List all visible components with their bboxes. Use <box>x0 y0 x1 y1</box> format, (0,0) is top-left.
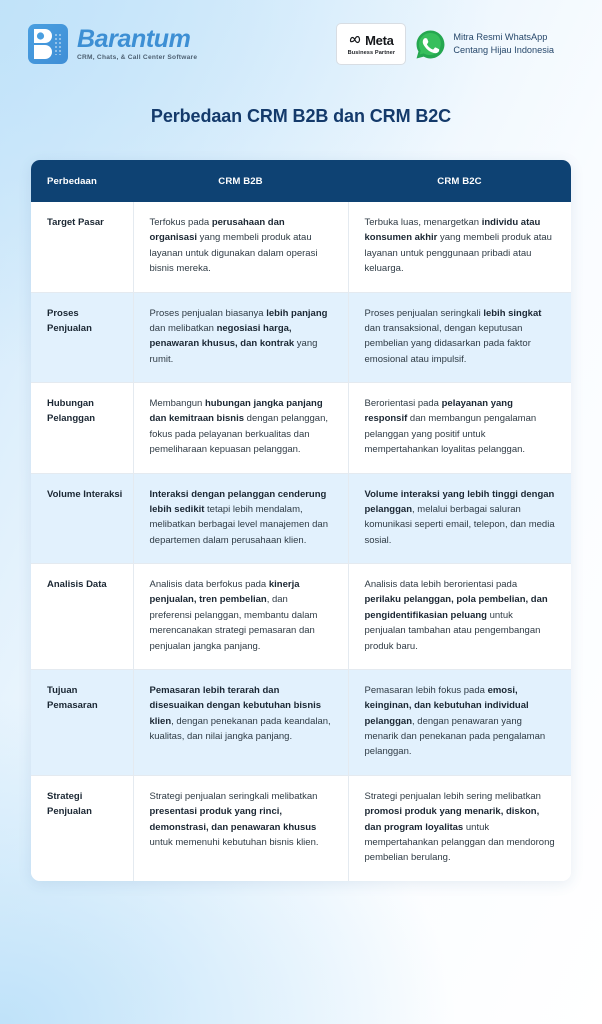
table-row <box>31 383 571 474</box>
comparison-table-container <box>31 160 571 881</box>
page-header <box>0 0 602 88</box>
brand-name: Barantum <box>77 24 191 53</box>
barantum-b-logo-icon <box>28 24 68 64</box>
cell-crm-b2b: Interaksi dengan pelanggan cenderung lebih sedikit tetapi lebih mendalam, melibatkan berbagai level manajemen dan departemen dalam perusahaan klien. <box>133 473 348 564</box>
row-label: Tujuan Pemasaran <box>31 669 133 775</box>
comparison-table <box>31 160 571 881</box>
meta-infinity-icon <box>349 36 362 45</box>
whatsapp-partner-text <box>453 31 554 56</box>
meta-sublabel: Business Partner <box>347 49 396 56</box>
cell-crm-b2b: Terfokus pada perusahaan dan organisasi yang membeli produk atau layanan untuk digunakan dalam operasi bisnis mereka. <box>133 202 348 292</box>
table-row <box>31 202 571 292</box>
cell-crm-b2c: Berorientasi pada pelayanan yang responsif dan membangun pengalaman pelanggan yang positif untuk mempertahankan loyalitas pelanggan. <box>348 383 571 474</box>
cell-crm-b2c: Strategi penjualan lebih sering melibatkan promosi produk yang menarik, diskon, dan program loyalitas untuk mempertahankan pelanggan dan mendorong pembelian berulang. <box>348 775 571 880</box>
row-label: Target Pasar <box>47 217 104 228</box>
column-header-crm-b2b: CRM B2B <box>133 160 348 202</box>
cell-crm-b2b: Strategi penjualan seringkali melibatkan presentasi produk yang rinci, demonstrasi, dan penawaran khusus untuk memenuhi kebutuhan bisnis klien. <box>133 775 348 880</box>
row-label: Volume Interaksi <box>31 473 133 564</box>
page-title: Perbedaan CRM B2B dan CRM B2C <box>150 106 452 126</box>
column-header-perbedaan: Perbedaan <box>31 160 133 202</box>
row-label: Analisis Data <box>31 564 133 670</box>
brand-logo <box>28 24 197 64</box>
whatsapp-partner-line2: Centang Hijau Indonesia <box>453 45 554 55</box>
whatsapp-partner-badge <box>415 29 554 60</box>
row-label: Strategi Penjualan <box>31 775 133 880</box>
table-row <box>31 775 571 880</box>
cell-crm-b2b: Analisis data berfokus pada kinerja penjualan, tren pembelian, dan preferensi pelanggan, membantu dalam merencanakan strategi pemasaran dan penjualan jangka panjang. <box>133 564 348 670</box>
row-label: Hubungan Pelanggan <box>31 383 133 474</box>
table-head <box>31 160 571 202</box>
table-row <box>31 669 571 775</box>
cell-crm-b2b: Membangun hubungan jangka panjang dan kemitraan bisnis dengan pelanggan, fokus pada pelayanan berkualitas dan pemeliharaan kepuasan pelanggan. <box>133 383 348 474</box>
whatsapp-icon <box>415 29 446 60</box>
cell-crm-b2c: Proses penjualan seringkali lebih singkat dan transaksional, dengan keputusan pembelian yang didasarkan pada faktor emosional atau impulsif. <box>348 292 571 383</box>
table-row <box>31 473 571 564</box>
cell-crm-b2c: Volume interaksi yang lebih tinggi dengan pelanggan, melalui berbagai saluran komunikasi seperti email, telepon, dan media sosial. <box>348 473 571 564</box>
brand-wordmark <box>77 24 198 62</box>
table-header-row <box>31 160 571 202</box>
cell-crm-b2c: Pemasaran lebih fokus pada emosi, keinginan, dan kebutuhan individual pelanggan, dengan penawaran yang menarik dan penekanan pada pengalaman pelanggan. <box>348 669 571 775</box>
whatsapp-partner-line1: Mitra Resmi WhatsApp <box>453 32 548 43</box>
cell-crm-b2b: Pemasaran lebih terarah dan disesuaikan dengan kebutuhan bisnis klien, dengan penekanan pada keandalan, kualitas, dan nilai jangka panjang. <box>133 669 348 775</box>
column-header-crm-b2c: CRM B2C <box>348 160 571 202</box>
row-label: Proses Penjualan <box>31 292 133 383</box>
table-row <box>31 564 571 670</box>
meta-business-partner-badge <box>336 23 406 65</box>
brand-tagline: CRM, Chats, & Call Center Software <box>77 53 198 61</box>
partner-badges <box>336 23 554 65</box>
table-row <box>31 292 571 383</box>
cell-crm-b2c: Terbuka luas, menargetkan individu atau konsumen akhir yang membeli produk atau layanan untuk penggunaan pribadi atau keluarga. <box>348 202 571 292</box>
cell-crm-b2c: Analisis data lebih berorientasi pada perilaku pelanggan, pola pembelian, dan pengidentifikasian peluang untuk penjualan tambahan atau pengembangan produk baru. <box>348 564 571 670</box>
meta-label: Meta <box>365 32 394 48</box>
logo-dot-pattern <box>54 33 62 55</box>
cell-crm-b2b: Proses penjualan biasanya lebih panjang dan melibatkan negosiasi harga, penawaran khusus, dan kontrak yang rumit. <box>133 292 348 383</box>
table-body <box>31 202 571 881</box>
